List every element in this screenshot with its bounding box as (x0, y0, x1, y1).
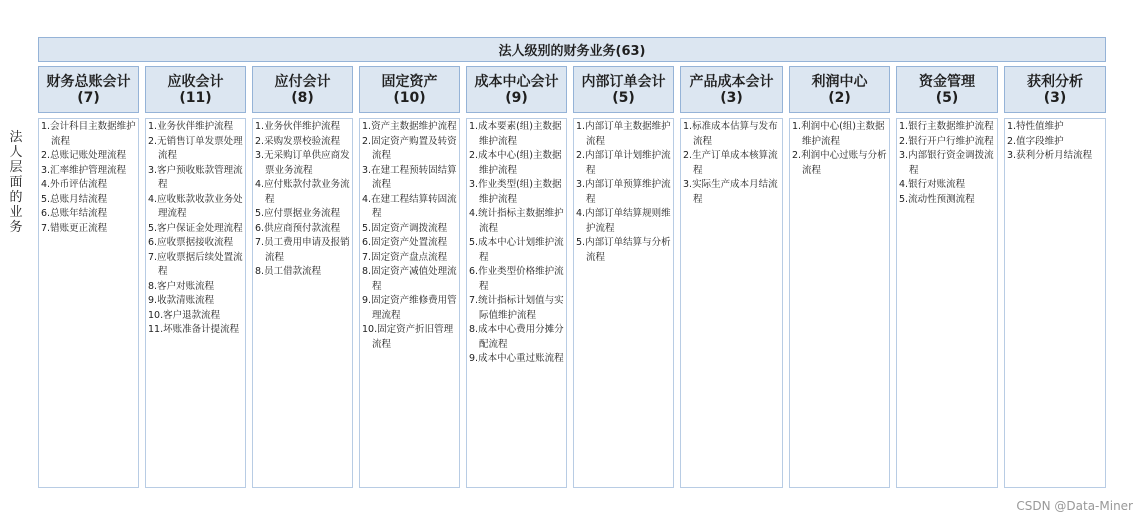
column-header (359, 66, 460, 113)
process-item: 3.在建工程预转固结算流程 (362, 164, 457, 190)
process-item: 6.固定资产处置流程 (362, 237, 448, 248)
process-item: 6.应收票据接收流程 (148, 237, 234, 248)
column-header (1004, 66, 1106, 113)
process-item: 4.内部订单结算规则维护流程 (576, 208, 671, 234)
column-body (896, 118, 998, 488)
process-item: 8.成本中心费用分摊分配流程 (469, 324, 564, 350)
process-item: 3.客户预收账款管理流程 (148, 164, 243, 190)
process-item: 2.利润中心过账与分析流程 (792, 150, 887, 176)
column-header (145, 66, 246, 113)
column-header (573, 66, 674, 113)
process-item: 7.员工费用申请及报销流程 (255, 237, 350, 263)
column-count: (3) (1043, 89, 1067, 106)
process-item: 10.固定资产折旧管理流程 (362, 324, 454, 350)
process-item: 5.成本中心计划维护流程 (469, 237, 564, 263)
process-item: 5.客户保证金处理流程 (148, 222, 243, 234)
process-item: 5.内部订单结算与分析流程 (576, 237, 671, 263)
diagram-title: 法人级别的财务业务(63) (38, 37, 1106, 62)
column-header (466, 66, 567, 113)
column-body (359, 118, 460, 488)
column-header (252, 66, 353, 113)
column-count: (3) (720, 89, 743, 106)
process-item: 7.统计指标计划值与实际值维护流程 (469, 295, 564, 321)
column-body (1004, 118, 1106, 488)
process-item: 2.成本中心(组)主数据维护流程 (469, 150, 562, 176)
column-body (38, 118, 139, 488)
column-name: 应付会计 (274, 73, 331, 90)
process-item: 5.固定资产调拨流程 (362, 222, 448, 234)
process-item: 6.作业类型价格维护流程 (469, 266, 564, 292)
column-count: (9) (505, 89, 528, 106)
process-item: 4.在建工程结算转固流程 (362, 193, 457, 219)
column-count: (11) (179, 89, 212, 106)
process-item: 1.特性值维护 (1007, 121, 1064, 132)
process-item: 1.内部订单主数据维护流程 (576, 121, 671, 147)
column-name: 获利分析 (1027, 73, 1083, 90)
process-item: 3.获利分析月结流程 (1007, 150, 1093, 161)
process-item: 8.员工借款流程 (255, 266, 322, 277)
process-item: 2.生产订单成本核算流程 (683, 150, 778, 176)
column-name: 产品成本会计 (689, 73, 774, 90)
column-body (789, 118, 890, 488)
process-item: 1.业务伙伴维护流程 (255, 121, 341, 132)
process-item: 4.应收账款收款业务处理流程 (148, 193, 243, 219)
column-header (789, 66, 890, 113)
column-header (680, 66, 783, 113)
process-item: 2.无销售订单发票处理流程 (148, 135, 243, 161)
column-body (466, 118, 567, 488)
process-item: 1.业务伙伴维护流程 (148, 121, 234, 132)
column-count: (2) (828, 89, 851, 106)
process-item: 5.流动性预测流程 (899, 193, 975, 205)
process-item: 1.成本要素(组)主数据维护流程 (469, 121, 562, 147)
process-item: 8.客户对账流程 (148, 280, 215, 292)
column-body (573, 118, 674, 488)
process-item: 3.作业类型(组)主数据维护流程 (469, 179, 562, 205)
process-item: 10.客户退款流程 (148, 309, 221, 321)
column-count: (5) (935, 89, 959, 106)
process-item: 1.会计科目主数据维护流程 (41, 121, 136, 147)
process-item: 7.应收票据后续处置流程 (148, 251, 243, 277)
process-item: 5.总账月结流程 (41, 193, 108, 205)
column-name: 资金管理 (919, 73, 975, 90)
process-item: 9.成本中心重过账流程 (469, 353, 564, 364)
process-item: 3.汇率维护管理流程 (41, 164, 127, 176)
process-item: 2.值字段维护 (1007, 135, 1064, 147)
process-item: 6.总账年结流程 (41, 208, 108, 219)
column-body (252, 118, 353, 488)
process-item: 3.内部订单预算维护流程 (576, 179, 671, 205)
process-item: 7.错账更正流程 (41, 222, 108, 234)
column-count: (10) (393, 89, 426, 106)
process-item: 11.坏账准备计提流程 (148, 324, 240, 335)
process-item: 4.外币评估流程 (41, 179, 108, 190)
process-item: 9.固定资产维修费用管理流程 (362, 295, 457, 321)
process-item: 6.供应商预付款流程 (255, 222, 341, 234)
column-header (38, 66, 139, 113)
watermark: CSDN @Data-Miner (1016, 499, 1133, 513)
column-name: 内部订单会计 (581, 73, 666, 90)
process-item: 1.利润中心(组)主数据维护流程 (792, 121, 885, 147)
process-item: 2.采购发票校验流程 (255, 135, 341, 147)
process-item: 1.资产主数据维护流程 (362, 121, 457, 132)
process-item: 1.银行主数据维护流程 (899, 121, 994, 132)
column-name: 利润中心 (811, 73, 868, 90)
column-count: (8) (291, 89, 314, 106)
column-header (896, 66, 998, 113)
process-item: 3.内部银行资金调拨流程 (899, 150, 994, 176)
process-item: 8.固定资产减值处理流程 (362, 266, 457, 292)
column-body (680, 118, 783, 488)
side-label: 法人层面的业务 (9, 130, 23, 235)
process-item: 2.内部订单计划维护流程 (576, 150, 671, 176)
process-item: 2.固定资产购置及转资流程 (362, 135, 457, 161)
process-item: 4.应付账款付款业务流程 (255, 179, 350, 205)
process-item: 5.应付票据业务流程 (255, 208, 341, 219)
process-item: 2.银行开户行维护流程 (899, 135, 994, 147)
process-item: 4.统计指标主数据维护流程 (469, 208, 564, 234)
process-item: 3.实际生产成本月结流程 (683, 179, 778, 205)
column-name: 应收会计 (167, 73, 224, 90)
process-item: 4.银行对账流程 (899, 179, 966, 190)
column-name: 财务总账会计 (46, 73, 131, 90)
column-name: 成本中心会计 (474, 73, 559, 90)
column-name: 固定资产 (381, 73, 438, 90)
process-item: 9.收款清账流程 (148, 295, 215, 306)
column-body (145, 118, 246, 488)
process-item: 1.标准成本估算与发布流程 (683, 121, 778, 147)
column-count: (5) (612, 89, 635, 106)
process-item: 7.固定资产盘点流程 (362, 251, 448, 263)
column-count: (7) (77, 89, 100, 106)
process-item: 2.总账记账处理流程 (41, 150, 127, 161)
process-item: 3.无采购订单供应商发票业务流程 (255, 150, 350, 176)
